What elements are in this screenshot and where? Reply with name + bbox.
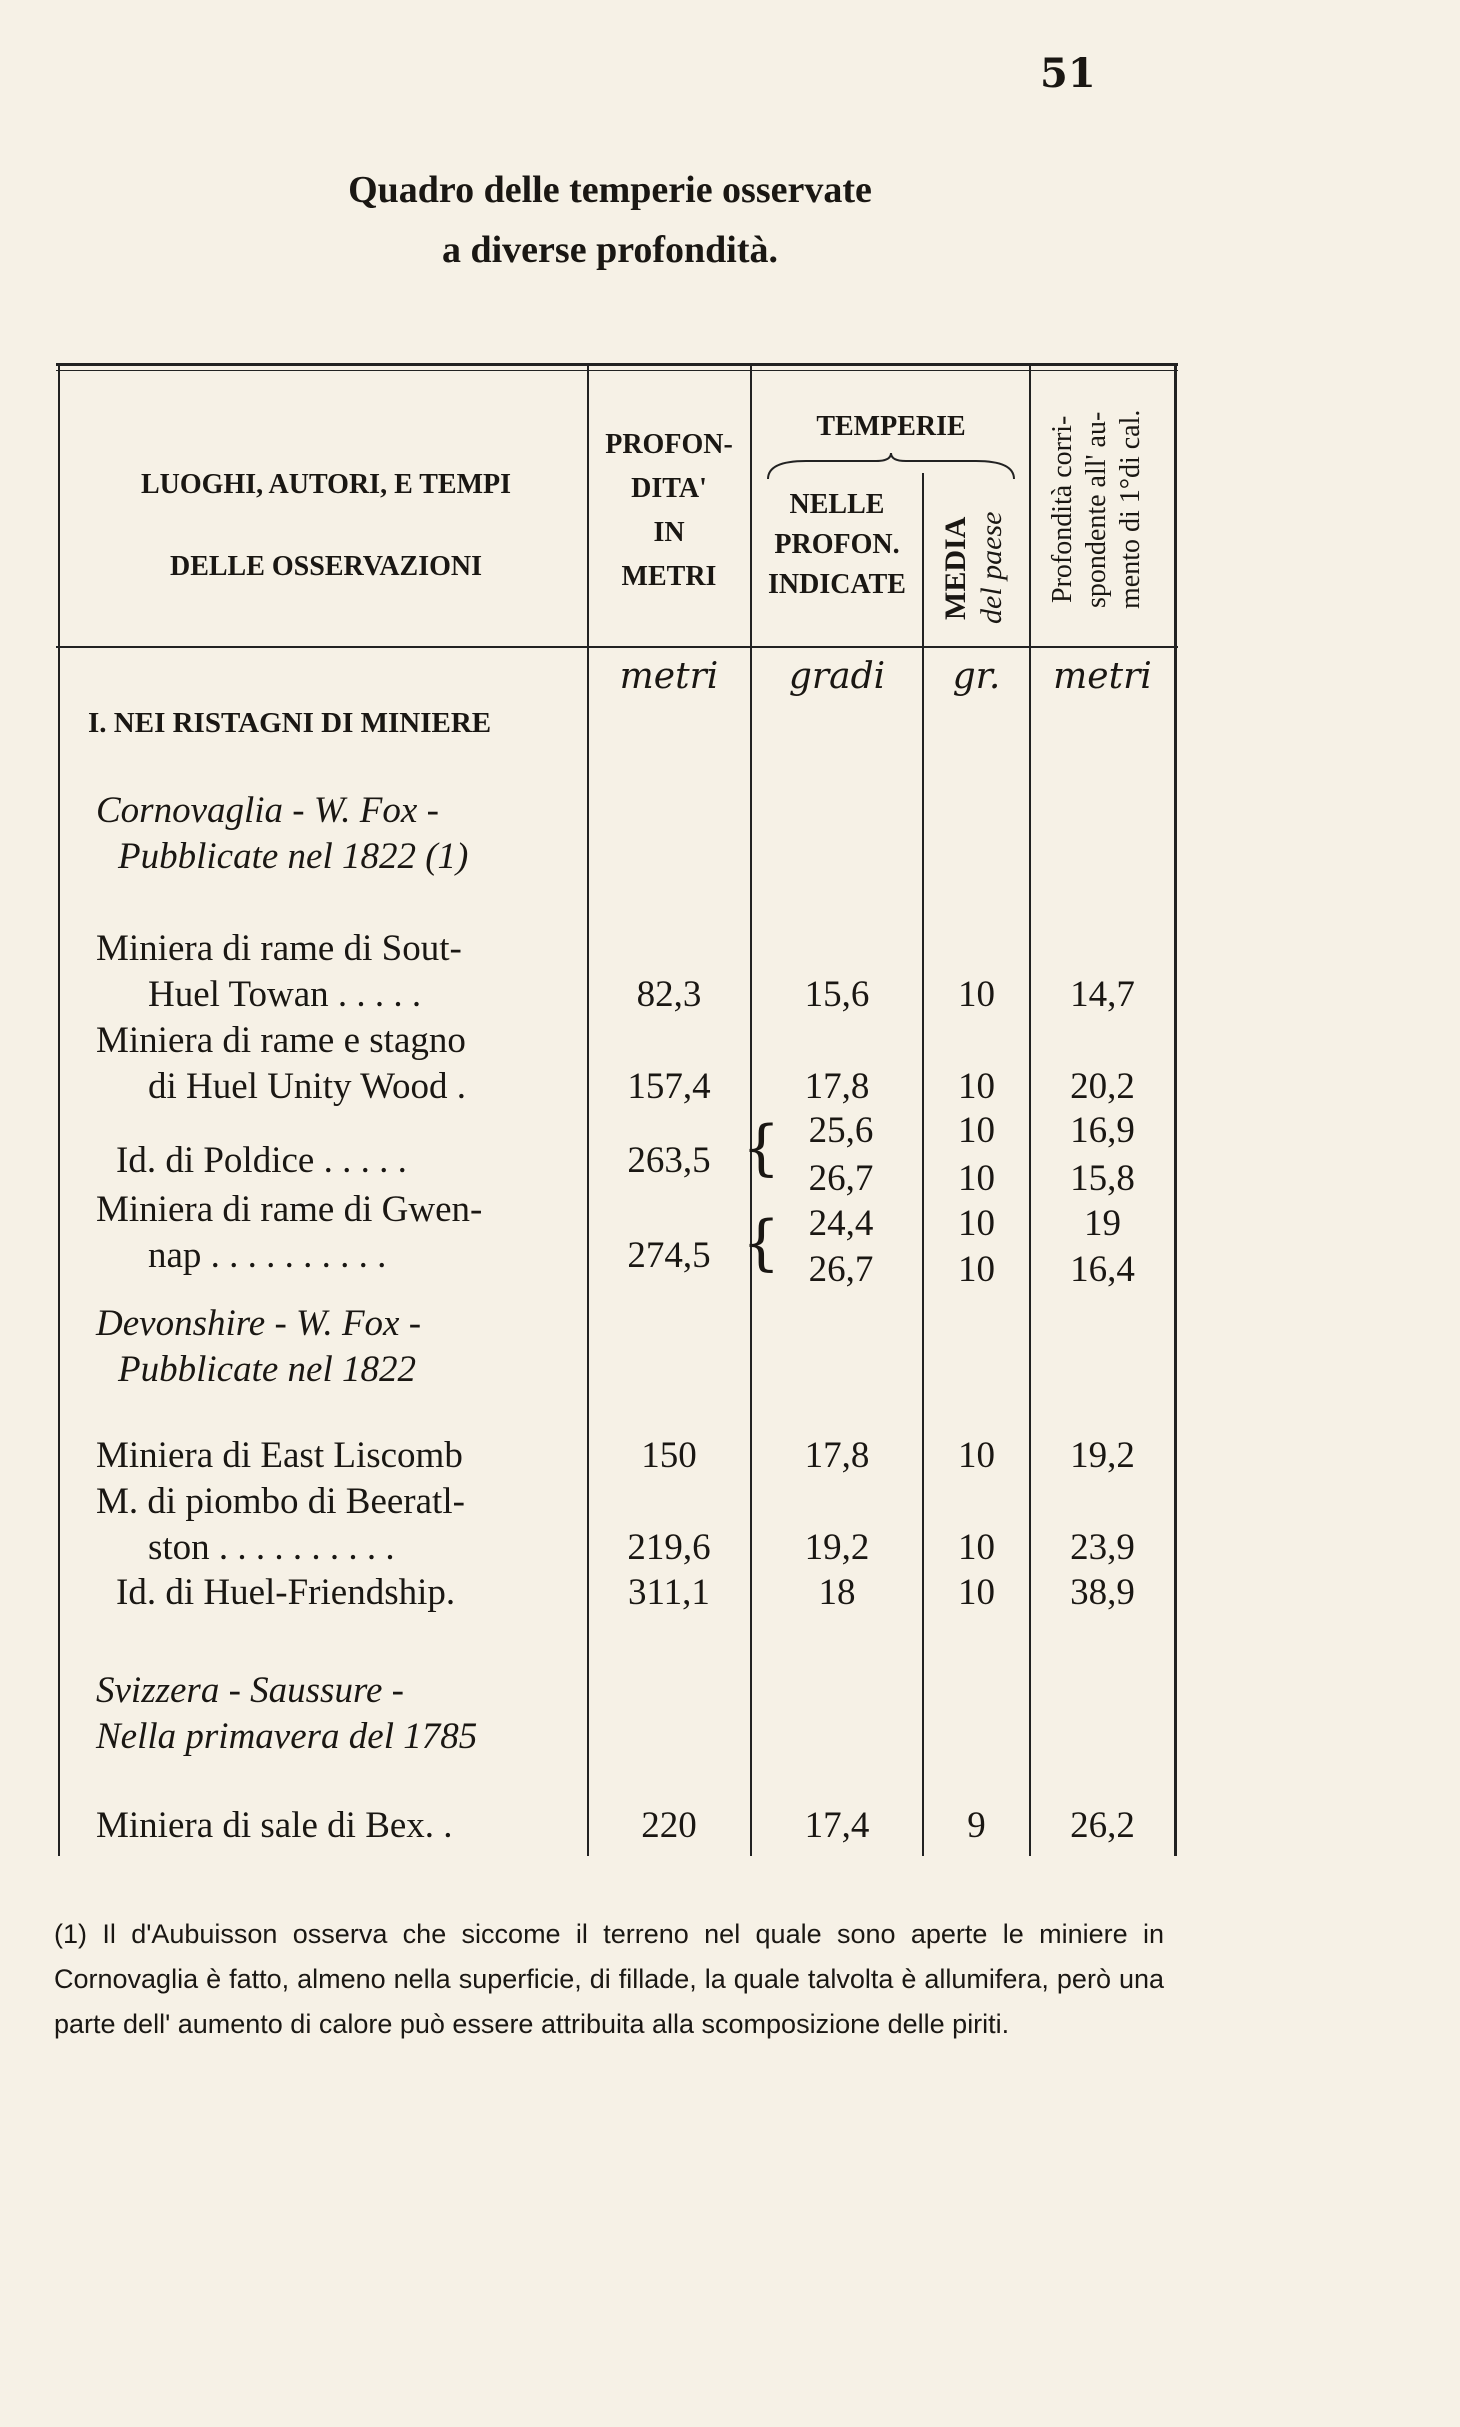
- temperie-brace: [766, 453, 1016, 481]
- row-name-line: nap . . . . . . . . . .: [148, 1235, 387, 1276]
- header-luoghi-line2: DELLE OSSERVAZIONI: [169, 551, 483, 582]
- depth-cell: 263,5: [627, 1140, 711, 1181]
- temp-cell: 15,6: [804, 974, 870, 1015]
- group1-line1: Cornovaglia - W. Fox -: [96, 790, 439, 831]
- row-name: Id. di Huel-Friendship.: [116, 1572, 456, 1613]
- group2-line1: Devonshire - W. Fox -: [96, 1303, 422, 1344]
- row-name-line: Miniera di rame di Sout-: [96, 928, 462, 969]
- temp-cell: 26,7: [808, 1158, 874, 1199]
- row-name: [96, 1479, 465, 1571]
- depth-cell: 274,5: [627, 1235, 711, 1276]
- header-nelle-3: INDICATE: [768, 569, 906, 600]
- depth-cell: 150: [641, 1435, 697, 1476]
- row-name: Miniera di sale di Bex. .: [96, 1805, 453, 1846]
- group2-line2: Pubblicate nel 1822: [118, 1349, 416, 1390]
- row-name-line: ston . . . . . . . . . .: [148, 1527, 395, 1568]
- corr-cell: 20,2: [1070, 1066, 1135, 1107]
- depth-cell: 82,3: [636, 974, 702, 1015]
- section-title: I. NEI RISTAGNI DI MINIERE: [88, 707, 492, 739]
- row-name: [96, 1018, 466, 1110]
- corr-cell: 19,2: [1070, 1435, 1135, 1476]
- header-corr-2: spondente all' au-: [1081, 411, 1112, 608]
- header-corr-1: Profondità corri-: [1047, 415, 1078, 604]
- corr-cell: 14,7: [1070, 974, 1135, 1015]
- media-cell: 10: [958, 1203, 995, 1244]
- header-media-1: MEDIA: [939, 516, 972, 620]
- row-name-line: Miniera di rame e stagno: [96, 1020, 466, 1061]
- depth-cell: 157,4: [627, 1066, 711, 1107]
- corr-cell: 19: [1084, 1203, 1121, 1244]
- header-profondita-2: DITA': [631, 473, 707, 504]
- media-cell: 10: [958, 1066, 995, 1107]
- brace-left: {: [742, 1113, 781, 1183]
- temp-cell: 17,4: [804, 1805, 870, 1846]
- unit-gr: gr.: [952, 656, 1001, 697]
- title-line-1: Quadro delle temperie osservate: [348, 169, 872, 211]
- media-cell: 10: [958, 1572, 995, 1613]
- media-cell: 10: [958, 1110, 995, 1151]
- temp-cell: 18: [818, 1572, 856, 1613]
- row-name-line: Huel Towan . . . . .: [148, 974, 422, 1015]
- row-name: Miniera di East Liscomb: [96, 1435, 463, 1476]
- header-media-2: del paese: [975, 511, 1008, 625]
- header-profondita: [589, 423, 749, 599]
- title-line-2: a diverse profondità.: [441, 229, 779, 271]
- corr-cell: 16,9: [1070, 1110, 1135, 1151]
- depth-cell: 311,1: [628, 1572, 710, 1613]
- header-luoghi-line1: LUOGHI, AUTORI, E TEMPI: [140, 469, 512, 500]
- unit-metri-corr: metri: [1053, 656, 1152, 697]
- footnote: (1) Il d'Aubuisson osserva che siccome il terreno nel quale sono aperte le miniere in Cornovaglia è fatto, almeno nella superficie, di fillade, la quale talvolta è allumifera, però una parte dell' aumento di calore può essere attribuita alla scomposizione delle piriti.: [54, 1919, 1164, 2039]
- temp-cell: 24,4: [808, 1203, 874, 1244]
- page-number: 51: [1040, 50, 1096, 97]
- group-svizzera: [96, 1668, 477, 1760]
- temp-cell: 17,8: [804, 1066, 870, 1107]
- temp-cell: 19,2: [804, 1527, 870, 1568]
- media-cell: 10: [958, 1158, 995, 1199]
- header-profondita-3: IN: [653, 517, 685, 548]
- header-nelle-2: PROFON.: [774, 529, 900, 560]
- brace-left: {: [742, 1208, 781, 1278]
- corr-cell: 38,9: [1070, 1572, 1135, 1613]
- depth-cell: 219,6: [627, 1527, 711, 1568]
- header-luoghi: [66, 463, 586, 589]
- table-top-rule: [56, 363, 1178, 366]
- group3-line2: Nella primavera del 1785: [96, 1716, 478, 1757]
- header-corr-3: mento di 1°di cal.: [1115, 409, 1146, 610]
- group3-line1: Svizzera - Saussure -: [96, 1670, 404, 1711]
- unit-metri: metri: [619, 656, 719, 697]
- temp-cell: 17,8: [804, 1435, 870, 1476]
- depth-cell: 220: [641, 1805, 697, 1846]
- left-border: [58, 363, 60, 1856]
- corr-cell: 15,8: [1070, 1158, 1135, 1199]
- corr-cell: 16,4: [1070, 1249, 1135, 1290]
- header-profondita-4: METRI: [621, 561, 717, 592]
- row-name-line: di Huel Unity Wood .: [148, 1066, 467, 1107]
- header-profondita-1: PROFON-: [605, 429, 733, 460]
- media-cell: 10: [958, 1527, 995, 1568]
- row-name: [96, 1187, 482, 1279]
- group-cornovaglia: [96, 788, 468, 880]
- header-temperie: TEMPERIE: [816, 411, 966, 442]
- table-title: [200, 160, 1020, 280]
- header-bottom-rule: [56, 646, 1178, 648]
- temp-cell: 26,7: [808, 1249, 874, 1290]
- corr-cell: 26,2: [1070, 1805, 1135, 1846]
- header-nelle-1: NELLE: [789, 489, 885, 520]
- temperature-table: [56, 363, 1178, 1856]
- media-cell: 10: [958, 1435, 995, 1476]
- row-name: Id. di Poldice . . . . .: [116, 1140, 407, 1181]
- header-nelle: [752, 485, 922, 605]
- table-top-rule-2: [56, 370, 1178, 371]
- corr-cell: 23,9: [1070, 1527, 1135, 1568]
- row-name-line: M. di piombo di Beeratl-: [96, 1481, 465, 1522]
- header-media: [938, 493, 1010, 643]
- temp-cell: 25,6: [808, 1110, 874, 1151]
- right-border: [1174, 363, 1177, 1856]
- row-name: [96, 926, 462, 1018]
- media-cell: 10: [958, 974, 995, 1015]
- media-cell: 10: [958, 1249, 995, 1290]
- group-devonshire: [96, 1301, 421, 1393]
- row-name-line: Miniera di rame di Gwen-: [96, 1189, 483, 1230]
- unit-gradi: gradi: [788, 656, 886, 697]
- media-cell: 9: [967, 1805, 986, 1846]
- group1-line2: Pubblicate nel 1822 (1): [118, 836, 469, 877]
- header-profondita-corr: [1046, 377, 1148, 642]
